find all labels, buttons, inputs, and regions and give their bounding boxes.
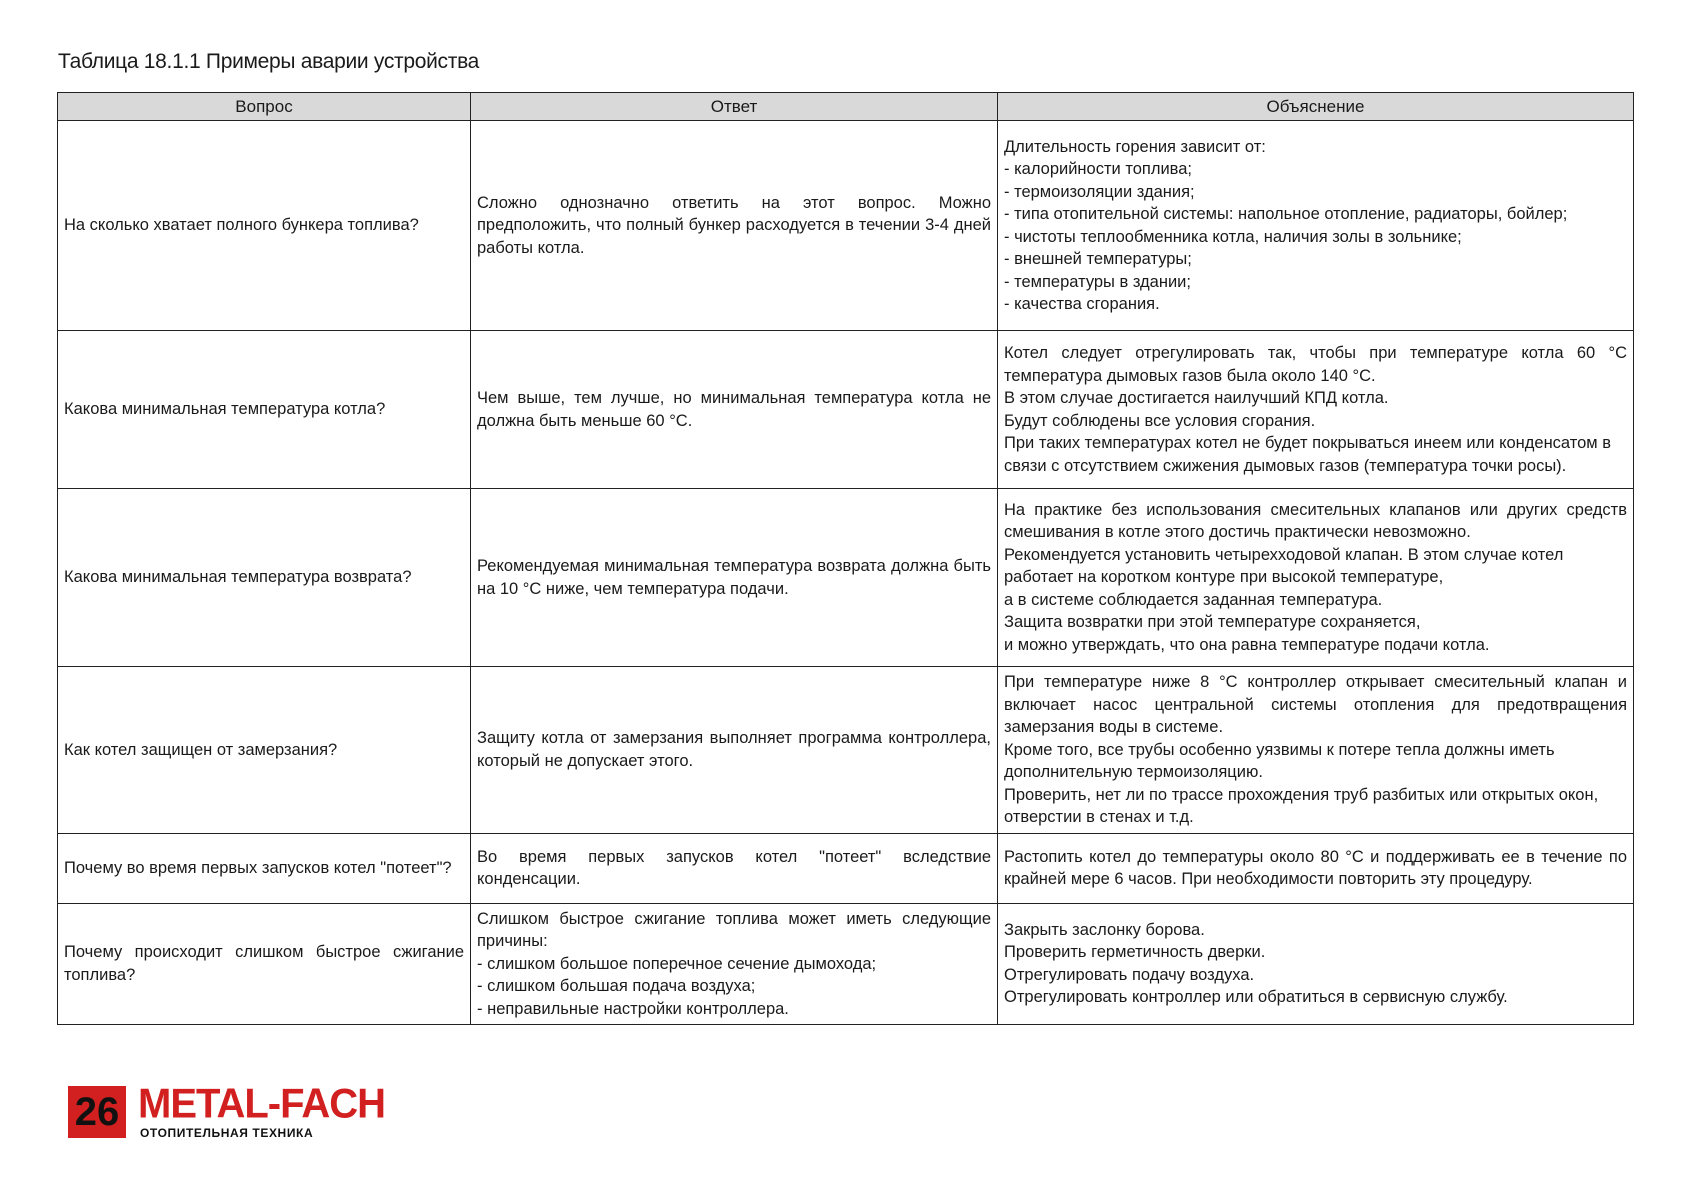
table-row <box>58 331 1634 489</box>
question-cell: Какова минимальная температура котла? <box>58 331 471 489</box>
answer-cell <box>471 667 998 834</box>
explanation-cell <box>998 903 1634 1025</box>
answer-line: Во время первых запусков котел "потеет" вследствие конденсации. <box>477 847 991 888</box>
explanation-line: Рекомендуется установить четырехходовой клапан. В этом случае котел работает на коротком контуре при высокой температуре, <box>1004 545 1564 587</box>
explanation-line: - внешней температуры; <box>1004 250 1192 268</box>
answer-line: - слишком большое поперечное сечение дымохода; <box>477 954 877 973</box>
answer-cell <box>471 833 998 903</box>
explanation-line: Будут соблюдены все условия сгорания. <box>1004 411 1316 430</box>
explanation-line: При температуре ниже 8 °C контроллер открывает смесительный клапан и включает насос центральной системы отопления для предотвращения замерзания воды в системе. <box>1004 673 1627 736</box>
question-cell: Какова минимальная температура возврата? <box>58 489 471 667</box>
header-question: Вопрос <box>58 93 471 121</box>
answer-line: Чем выше, тем лучше, но минимальная температура котла не должна быть меньше 60 °C. <box>477 389 991 430</box>
question-cell: Почему происходит слишком быстрое сжигание топлива? <box>58 903 471 1025</box>
explanation-line: Кроме того, все трубы особенно уязвимы к потере тепла должны иметь дополнительную термоизоляцию. <box>1004 740 1555 781</box>
explanation-line: Защита возвратки при этой температуре сохраняется, <box>1004 613 1421 632</box>
explanation-line: - термоизоляции здания; <box>1004 182 1195 201</box>
brand-logo: METAL-FACH <box>138 1080 385 1128</box>
explanation-cell <box>998 331 1634 489</box>
explanation-line: Проверить герметичность дверки. <box>1004 943 1266 962</box>
explanation-line: Растопить котел до температуры около 80 °C и поддерживать ее в течение по крайней мере 6 часов. При необходимости повторить эту процедуру. <box>1004 847 1627 888</box>
explanation-line: На практике без использования смесительных клапанов или других средств смешивания в котле этого достичь практически невозможно. <box>1004 500 1627 542</box>
explanation-line: Отрегулировать подачу воздуха. <box>1004 965 1255 984</box>
explanation-line: В этом случае достигается наилучший КПД котла. <box>1004 389 1389 407</box>
header-answer: Ответ <box>471 93 998 121</box>
page-number: 26 <box>68 1086 126 1138</box>
explanation-line: - качества сгорания. <box>1004 295 1160 313</box>
answer-cell <box>471 489 998 667</box>
answer-line: - неправильные настройки контроллера. <box>477 999 789 1018</box>
table-caption: Таблица 18.1.1 Примеры аварии устройства <box>58 50 480 73</box>
explanation-cell <box>998 833 1634 903</box>
answer-line: Защиту котла от замерзания выполняет программа контроллера, который не допускает этого. <box>477 729 991 770</box>
explanation-line: Закрыть заслонку борова. <box>1004 920 1205 939</box>
question-cell: Почему во время первых запусков котел "потеет"? <box>58 833 471 903</box>
explanation-cell <box>998 121 1634 331</box>
explanation-line: - типа отопительной системы: напольное отопление, радиаторы, бойлер; <box>1004 205 1568 223</box>
explanation-line: Длительность горения зависит от: <box>1004 137 1266 156</box>
table-row <box>58 489 1634 667</box>
table-row <box>58 833 1634 903</box>
answer-line: Сложно однозначно ответить на этот вопрос. Можно предположить, что полный бункер расходуется в течении 3-4 дней работы котла. <box>477 193 991 257</box>
answer-line: Слишком быстрое сжигание топлива может иметь следующие причины: <box>477 909 991 950</box>
table-row <box>58 903 1634 1025</box>
question-cell: Как котел защищен от замерзания? <box>58 667 471 834</box>
explanation-line: - температуры в здании; <box>1004 272 1191 291</box>
brand-tagline: ОТОПИТЕЛЬНАЯ ТЕХНИКА <box>140 1126 314 1140</box>
answer-cell <box>471 121 998 331</box>
table-header-row <box>58 93 1634 121</box>
answer-line: - слишком большая подача воздуха; <box>477 977 756 995</box>
table-row <box>58 121 1634 331</box>
explanation-line: и можно утверждать, что она равна температуре подачи котла. <box>1004 635 1490 654</box>
question-cell: На сколько хватает полного бункера топлива? <box>58 121 471 331</box>
explanation-cell <box>998 667 1634 834</box>
answer-cell <box>471 331 998 489</box>
explanation-line: Проверить, нет ли по трассе прохождения труб разбитых или открытых окон, отверстии в стенах и т.д. <box>1004 785 1599 826</box>
table-row <box>58 667 1634 834</box>
answer-cell <box>471 903 998 1025</box>
explanation-line: а в системе соблюдается заданная температура. <box>1004 590 1383 609</box>
header-explanation: Объяснение <box>998 93 1634 121</box>
explanation-line: При таких температурах котел не будет покрываться инеем или конденсатом в связи с отсутствием сжижения дымовых газов (температура точки росы). <box>1004 434 1611 475</box>
explanation-line: Котел следует отрегулировать так, чтобы при температуре котла 60 °C температура дымовых газов была около 140 °C. <box>1004 344 1627 385</box>
faq-table <box>57 92 1634 1025</box>
explanation-line: Отрегулировать контроллер или обратиться в сервисную службу. <box>1004 988 1508 1007</box>
answer-line: Рекомендуемая минимальная температура возврата должна быть на 10 °C ниже, чем температура подачи. <box>477 557 991 598</box>
explanation-line: - калорийности топлива; <box>1004 160 1193 178</box>
explanation-cell <box>998 489 1634 667</box>
explanation-line: - чистоты теплообменника котла, наличия золы в зольнике; <box>1004 227 1462 246</box>
